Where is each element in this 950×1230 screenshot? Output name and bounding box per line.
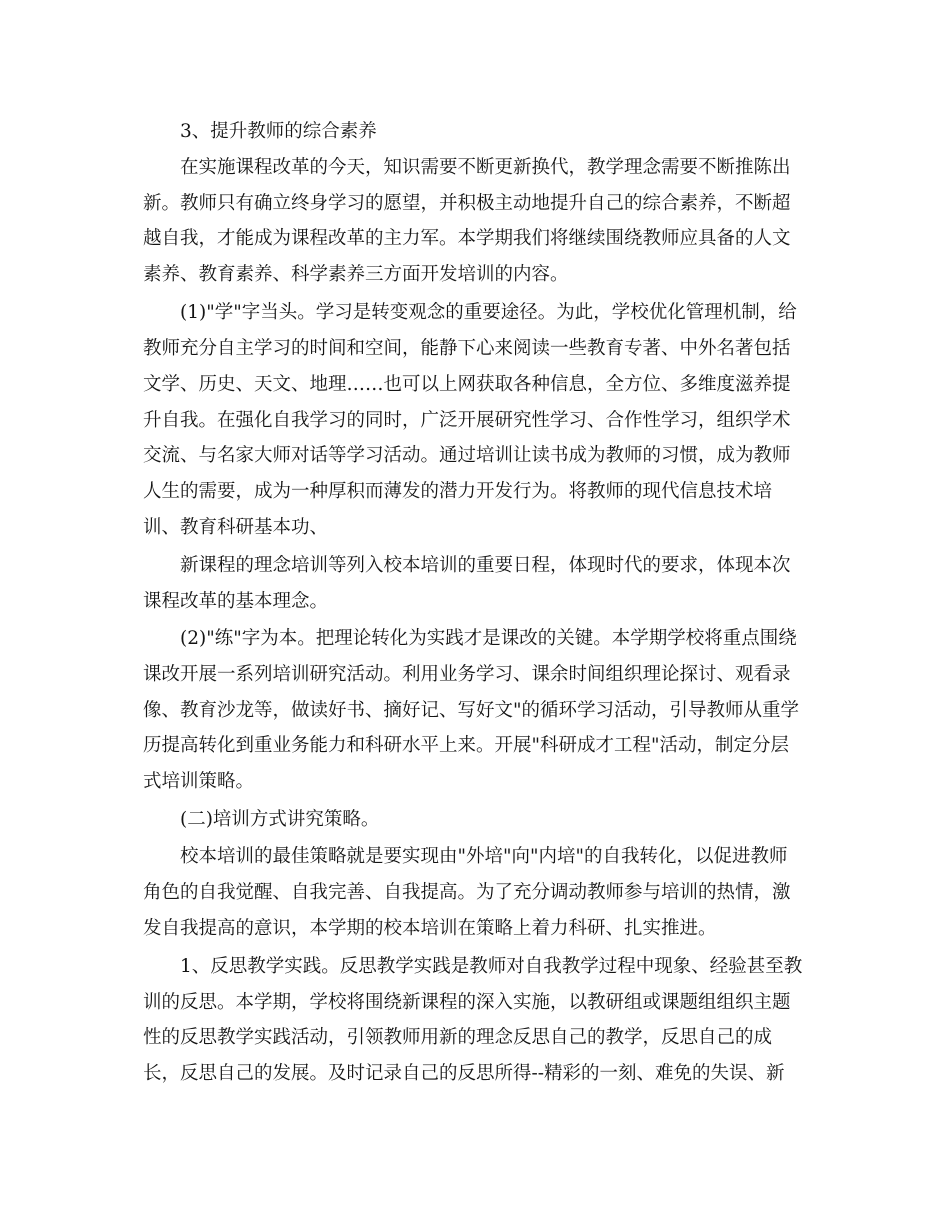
paragraph-line: 课改开展一系列培训研究活动。利用业务学习、课余时间组织理论探讨、观看录 [143, 664, 791, 685]
paragraph-line: 在实施课程改革的今天，知识需要不断更新换代，教学理念需要不断推陈出 [180, 157, 791, 178]
paragraph-line: 文学、历史、天文、地理……也可以上网获取各种信息，全方位、多维度滋养提 [143, 374, 791, 395]
paragraph-line: 发自我提高的意识，本学期的校本培训在策略上着力科研、扎实推进。 [143, 918, 717, 939]
paragraph-line: 1、反思教学实践。反思教学实践是教师对自我教学过程中现象、经验甚至教 [180, 956, 803, 977]
paragraph-line: (2)"练"字为本。把理论转化为实践才是课改的关键。本学期学校将重点围绕 [180, 628, 797, 649]
paragraph-line: 教师充分自主学习的时间和空间，能静下心来阅读一些教育专著、中外名著包括 [143, 338, 791, 359]
paragraph-line: 升自我。在强化自我学习的同时，广泛开展研究性学习、合作性学习，组织学术 [143, 410, 791, 431]
paragraph-line: 性的反思教学实践活动，引领教师用新的理念反思自己的教学，反思自己的成 [143, 1027, 773, 1048]
section-heading: 3、提升教师的综合素养 [180, 121, 377, 142]
paragraph-line: 课程改革的基本理念。 [143, 591, 329, 612]
paragraph-line: 新课程的理念培训等列入校本培训的重要日程，体现时代的要求，体现本次 [180, 555, 791, 576]
section-heading: (二)培训方式讲究策略。 [180, 809, 380, 830]
paragraph-line: 角色的自我觉醒、自我完善、自我提高。为了充分调动教师参与培训的热情，激 [143, 882, 791, 903]
paragraph-line: 越自我，才能成为课程改革的主力军。本学期我们将继续围绕教师应具备的人文 [143, 228, 791, 249]
paragraph-line: 长，反思自己的发展。及时记录自己的反思所得--精彩的一刻、难免的失误、新 [143, 1063, 785, 1084]
paragraph-line: 校本培训的最佳策略就是要实现由"外培"向"内培"的自我转化，以促进教师 [180, 846, 788, 867]
paragraph-line: 像、教育沙龙等，做读好书、摘好记、写好文"的循环学习活动，引导教师从重学 [143, 700, 800, 721]
paragraph-line: 新。教师只有确立终身学习的愿望，并积极主动地提升自己的综合素养，不断超 [143, 193, 791, 214]
paragraph-line: 交流、与名家大师对话等学习活动。通过培训让读书成为教师的习惯，成为教师 [143, 445, 791, 466]
paragraph-line: 素养、教育素养、科学素养三方面开发培训的内容。 [143, 264, 569, 285]
paragraph-line: 训的反思。本学期，学校将围绕新课程的深入实施，以教研组或课题组组织主题 [143, 992, 791, 1013]
paragraph-line: 训、教育科研基本功、 [143, 517, 329, 538]
paragraph-line: 历提高转化到重业务能力和科研水平上来。开展"科研成才工程"活动，制定分层 [143, 735, 790, 756]
paragraph-line: 人生的需要，成为一种厚积而薄发的潜力开发行为。将教师的现代信息技术培 [143, 481, 773, 502]
paragraph-line: 式培训策略。 [143, 771, 255, 792]
paragraph-line: (1)"学"字当头。学习是转变观念的重要途径。为此，学校优化管理机制，给 [180, 302, 797, 323]
